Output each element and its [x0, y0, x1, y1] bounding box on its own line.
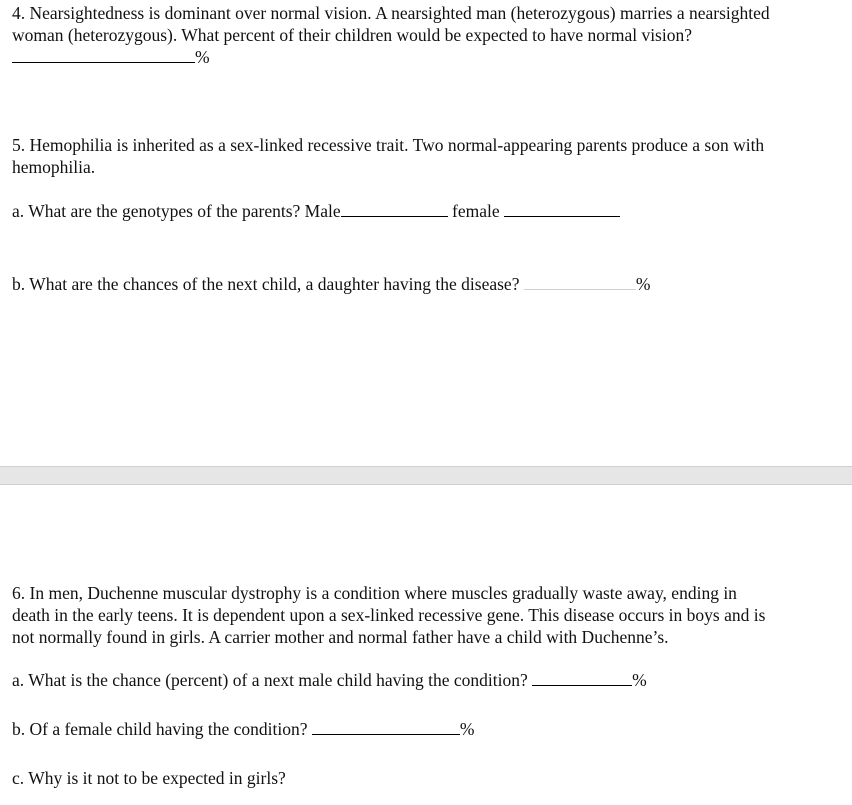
q5a-label: a. What are the genotypes of the parents? Male — [12, 201, 341, 221]
q5b-answer-blank[interactable] — [524, 274, 636, 290]
q5a-female-blank[interactable] — [504, 201, 620, 217]
q5a-row — [12, 200, 620, 222]
q6a-percent-sign: % — [632, 670, 647, 690]
q5a-female-label: female — [452, 201, 500, 221]
q4-answer-row — [12, 46, 210, 68]
q6a-row — [12, 669, 647, 691]
q5a-male-blank[interactable] — [341, 201, 448, 217]
page-separator — [0, 466, 852, 485]
q6b-label: b. Of a female child having the condition? — [12, 719, 308, 739]
q4-text-line2: woman (heterozygous). What percent of their children would be expected to have normal vision? — [12, 25, 692, 45]
q6-text-line3: not normally found in girls. A carrier mother and normal father have a child with Duchenne’s. — [12, 627, 669, 647]
q4-percent-sign: % — [195, 47, 210, 67]
q5b-percent-sign: % — [635, 274, 651, 294]
q6-text-line1: 6. In men, Duchenne muscular dystrophy is a condition where muscles gradually waste away, ending in — [12, 583, 737, 603]
q5b-label: b. What are the chances of the next child, a daughter having the disease? — [12, 274, 520, 294]
q5b-row — [12, 273, 650, 295]
q6a-answer-blank[interactable] — [532, 670, 632, 686]
q5-text-line2: hemophilia. — [12, 157, 96, 177]
q6-text-line2: death in the early teens. It is dependent upon a sex-linked recessive gene. This disease occurs in boys and is — [12, 605, 766, 625]
q6b-answer-blank[interactable] — [312, 719, 460, 735]
q4-text-line1: 4. Nearsightedness is dominant over normal vision. A nearsighted man (heterozygous) marries a nearsighted — [12, 3, 770, 23]
q6c-label: c. Why is it not to be expected in girls? — [12, 768, 286, 788]
q5-text-line1: 5. Hemophilia is inherited as a sex-linked recessive trait. Two normal-appearing parents produce a son with — [12, 135, 765, 155]
q6b-row — [12, 718, 474, 740]
q4-answer-blank[interactable] — [12, 47, 195, 63]
q6a-label: a. What is the chance (percent) of a next male child having the condition? — [12, 670, 528, 690]
q6b-percent-sign: % — [459, 719, 475, 739]
